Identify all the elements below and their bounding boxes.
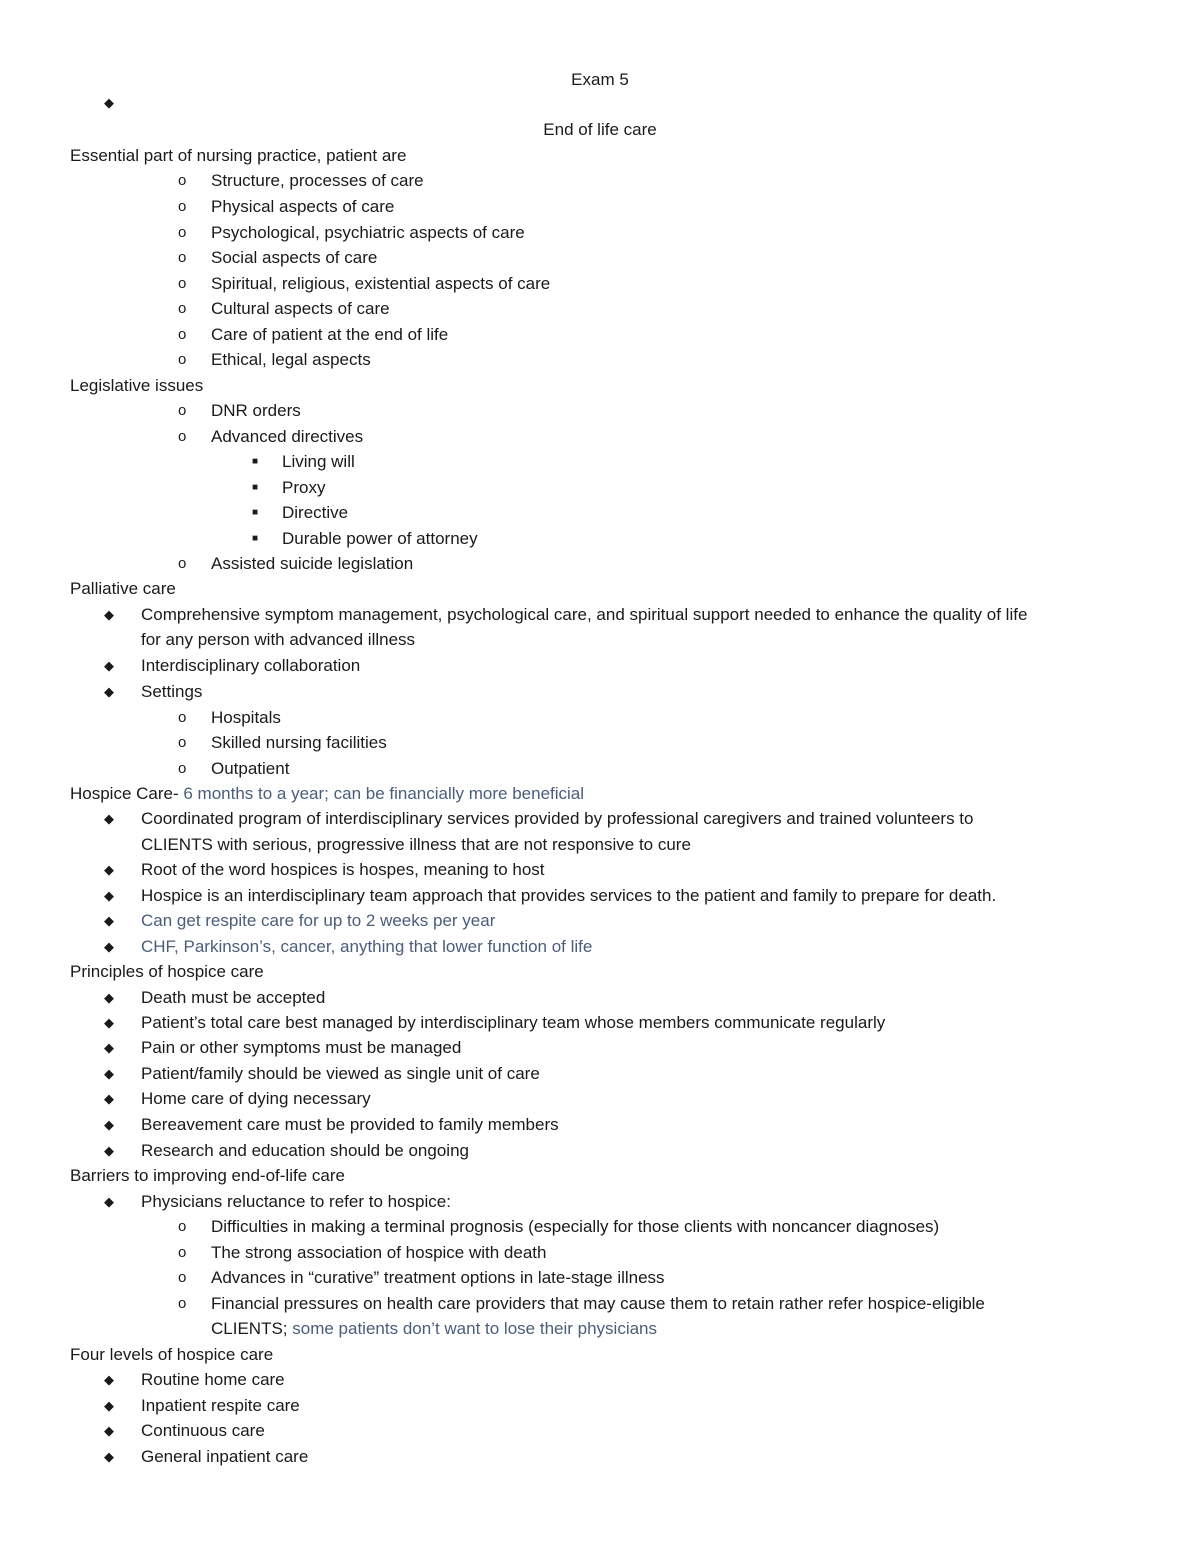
hospice-note: 6 months to a year; can be financially more beneficial [178, 784, 585, 803]
bullet-icon: ◆ [104, 862, 114, 877]
bullet-icon: ◆ [104, 1423, 114, 1438]
circle-bullet-icon: o [178, 275, 187, 292]
circle-bullet-icon: o [178, 555, 187, 572]
page-title: Exam 5 [571, 70, 629, 89]
bullet-icon: ◆ [104, 1117, 114, 1132]
bullet-icon: ◆ [104, 1398, 114, 1413]
circle-bullet-icon: o [178, 326, 187, 343]
square-bullet-icon: ■ [252, 507, 259, 518]
bullet-icon: ◆ [104, 939, 114, 954]
bullet-icon: ◆ [104, 1040, 114, 1055]
circle-bullet-icon: o [178, 224, 187, 241]
circle-bullet-icon: o [178, 1295, 187, 1312]
bullet-icon: ◆ [104, 1372, 114, 1387]
square-bullet-icon: ■ [252, 482, 259, 493]
bullet-icon: ◆ [104, 811, 114, 826]
bullet-icon: ◆ [104, 913, 114, 928]
bullet-icon: ◆ [104, 1143, 114, 1158]
bullet-icon: ◆ [104, 1449, 114, 1464]
bullet-icon: ◆ [104, 1194, 114, 1209]
bullet-icon: ◆ [104, 990, 114, 1005]
document-page: Exam 5 ◆ End of life care Essential part of nursing practice, patient are o Structure, processes of care o Physical aspects of care o Psychological, psychiatric aspects of care o Social aspects of care o Spiritual, religious, existential aspects of care o Cultural aspects of care o Care of patient at the end of life o Ethical, legal aspects Legislative issues o DNR orders o Advanced directives ■ Living will ■ Proxy ■ Directive ■ Durable power of attorney o Assisted suicide legislation Palliative care ◆ Comprehensive symptom management, psychological care, and spiritual support needed to enhance the quality of life for any person with advanced illness ◆ Interdisciplinary collaboration ◆ Settings o Hospitals o Skilled nursing facilities o Outpatient Hospice Care- 6 months to a year; can be financially more beneficial ◆ Coordinated program of interdisciplinary services provided by professional caregivers and trained volunteers to CLIENTS with serious, progressive illness that are not responsive to cure ◆ Root of the word hospices is hospes, meaning to host ◆ Hospice is an interdisciplinary team approach that provides services to the patient and family to prepare for death. ◆ Can get respite care for up to 2 weeks per year ◆ CHF, Parkinson’s, cancer, anything that lower function of life Principles of hospice care ◆ Death must be accepted ◆ Patient’s total care best managed by interdisciplinary team whose members communicate regularly ◆ Pain or other symptoms must be managed ◆ Patient/family should be viewed as single unit of care ◆ Home care of dying necessary ◆ Bereavement care must be provided to family members ◆ Research and education should be ongoing Barriers to improving end-of-life care ◆ Physicians reluctance to refer to hospice: o Difficulties in making a terminal prognosis (especially for those clients with noncancer diagnoses) o The strong association of hospice with death o Advances in “curative” treatment options in late-stage illness o Financial pressures on health care providers that may cause them to retain rather refer hospice-eligible CLIENTS; some patients don’t want to lose their physicians Four levels of hospice care ◆ Routine home care ◆ Inpatient respite care ◆ Continuous care ◆ General inpatient care [0, 0, 1200, 1553]
square-bullet-icon: ■ [252, 533, 259, 544]
bullet-icon: ◆ [104, 684, 114, 699]
heading-legislative: Legislative issues [70, 376, 204, 395]
bullet-icon: ◆ [104, 95, 114, 110]
section-subtitle: End of life care [543, 120, 657, 139]
bullet-icon: ◆ [104, 1066, 114, 1081]
circle-bullet-icon: o [178, 198, 187, 215]
square-bullet-icon: ■ [252, 456, 259, 467]
circle-bullet-icon: o [178, 428, 187, 445]
circle-bullet-icon: o [178, 351, 187, 368]
circle-bullet-icon: o [178, 1269, 187, 1286]
bullet-icon: ◆ [104, 1091, 114, 1106]
bullet-icon: ◆ [104, 658, 114, 673]
heading-hospice: Hospice Care- 6 months to a year; can be financially more beneficial [70, 784, 585, 803]
circle-bullet-icon: o [178, 172, 187, 189]
circle-bullet-icon: o [178, 734, 187, 751]
heading-levels: Four levels of hospice care [70, 1345, 274, 1364]
bullet-icon: ◆ [104, 607, 114, 622]
circle-bullet-icon: o [178, 1218, 187, 1235]
circle-bullet-icon: o [178, 1244, 187, 1261]
bullet-icon: ◆ [104, 888, 114, 903]
circle-bullet-icon: o [178, 709, 187, 726]
heading-palliative: Palliative care [70, 579, 176, 598]
circle-bullet-icon: o [178, 300, 187, 317]
bullet-icon: ◆ [104, 1015, 114, 1030]
heading-barriers: Barriers to improving end-of-life care [70, 1166, 345, 1185]
heading-principles: Principles of hospice care [70, 962, 264, 981]
heading-essential: Essential part of nursing practice, patient are [70, 146, 407, 165]
circle-bullet-icon: o [178, 760, 187, 777]
circle-bullet-icon: o [178, 249, 187, 266]
barriers-note: some patients don’t want to lose their physicians [287, 1319, 658, 1338]
circle-bullet-icon: o [178, 402, 187, 419]
